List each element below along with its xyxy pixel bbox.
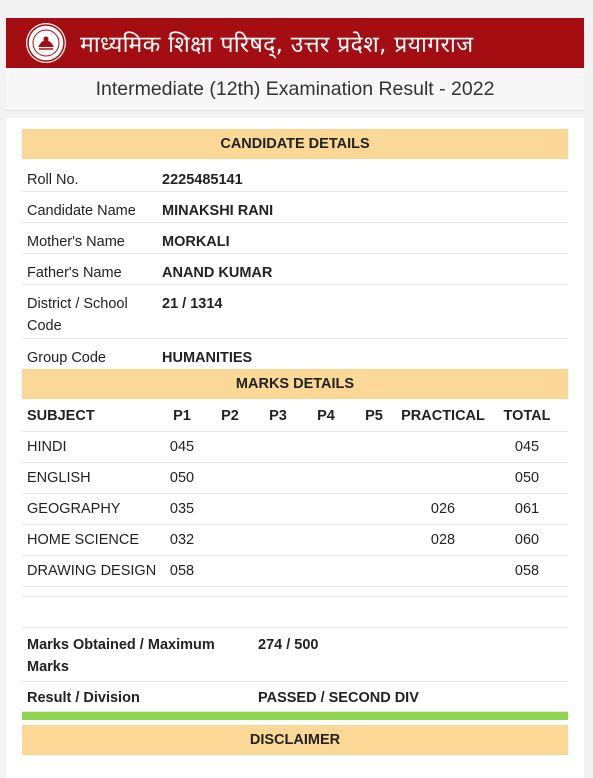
detail-value: 21 / 1314	[162, 296, 223, 312]
total-cell: 045	[514, 439, 540, 455]
result-division-label: Result / Division	[27, 690, 140, 706]
result-division-row	[22, 681, 568, 712]
detail-label: Roll No.	[27, 172, 79, 188]
detail-label: Candidate Name	[27, 203, 136, 219]
col-header-p4: P4	[317, 408, 335, 424]
table-row	[22, 555, 568, 587]
subject-cell: HOME SCIENCE	[27, 532, 139, 548]
exam-title: Intermediate (12th) Examination Result - 2022	[6, 68, 584, 111]
col-header-p5: P5	[365, 408, 383, 424]
total-cell: 060	[514, 532, 540, 548]
total-cell: 058	[514, 563, 540, 579]
p1-cell: 058	[169, 563, 195, 579]
subject-cell: GEOGRAPHY	[27, 501, 121, 517]
practical-cell: 026	[430, 501, 456, 517]
marks-table-header	[22, 400, 568, 432]
detail-row-district-school	[22, 284, 568, 339]
subject-cell: HINDI	[27, 439, 67, 455]
table-spacer-row	[22, 597, 568, 628]
subject-cell: ENGLISH	[27, 470, 91, 486]
board-header	[6, 18, 584, 68]
detail-value: HUMANITIES	[162, 350, 253, 366]
table-spacer-row	[22, 586, 568, 597]
marks-obtained-row	[22, 628, 568, 682]
col-header-subject: SUBJECT	[27, 408, 95, 424]
total-cell: 050	[514, 470, 540, 486]
marks-obtained-label: Marks Obtained / Maximum Marks	[27, 637, 215, 675]
detail-label: Mother's Name	[27, 234, 125, 250]
table-row	[22, 493, 568, 525]
detail-label: Father's Name	[27, 265, 122, 281]
detail-value: MINAKSHI RANI	[162, 203, 274, 219]
p1-cell: 035	[169, 501, 195, 517]
candidate-details-header: CANDIDATE DETAILS	[22, 129, 568, 159]
col-header-p2: P2	[221, 408, 239, 424]
result-division-value: PASSED / SECOND DIV	[258, 690, 419, 706]
detail-row-candidate-name	[22, 191, 568, 223]
col-header-practical: PRACTICAL	[401, 408, 485, 424]
marks-details-header: MARKS DETAILS	[22, 369, 568, 399]
col-header-total: TOTAL	[503, 408, 551, 424]
up-emblem-icon	[26, 23, 66, 63]
detail-value: 2225485141	[162, 172, 243, 188]
marks-obtained-value: 274 / 500	[258, 637, 319, 653]
subject-cell: DRAWING DESIGN	[27, 563, 157, 579]
detail-row-group-code	[22, 338, 568, 370]
result-status-bar	[22, 712, 568, 720]
detail-label: District / School Code	[27, 296, 128, 334]
col-header-p1: P1	[173, 408, 191, 424]
total-cell: 061	[514, 501, 540, 517]
disclaimer-header: DISCLAIMER	[22, 725, 568, 755]
detail-row-roll-no	[22, 160, 568, 192]
practical-cell: 028	[430, 532, 456, 548]
detail-value: MORKALI	[162, 234, 230, 250]
p1-cell: 050	[169, 470, 195, 486]
table-row	[22, 431, 568, 463]
detail-label: Group Code	[27, 350, 106, 366]
detail-row-mother-name	[22, 222, 568, 254]
col-header-p3: P3	[269, 408, 287, 424]
table-row	[22, 524, 568, 556]
detail-value: ANAND KUMAR	[162, 265, 273, 281]
detail-row-father-name	[22, 253, 568, 285]
table-row	[22, 462, 568, 494]
p1-cell: 045	[169, 439, 195, 455]
p1-cell: 032	[169, 532, 195, 548]
board-title: माध्यमिक शिक्षा परिषद्, उत्तर प्रदेश, प्रयागराज	[80, 32, 474, 58]
